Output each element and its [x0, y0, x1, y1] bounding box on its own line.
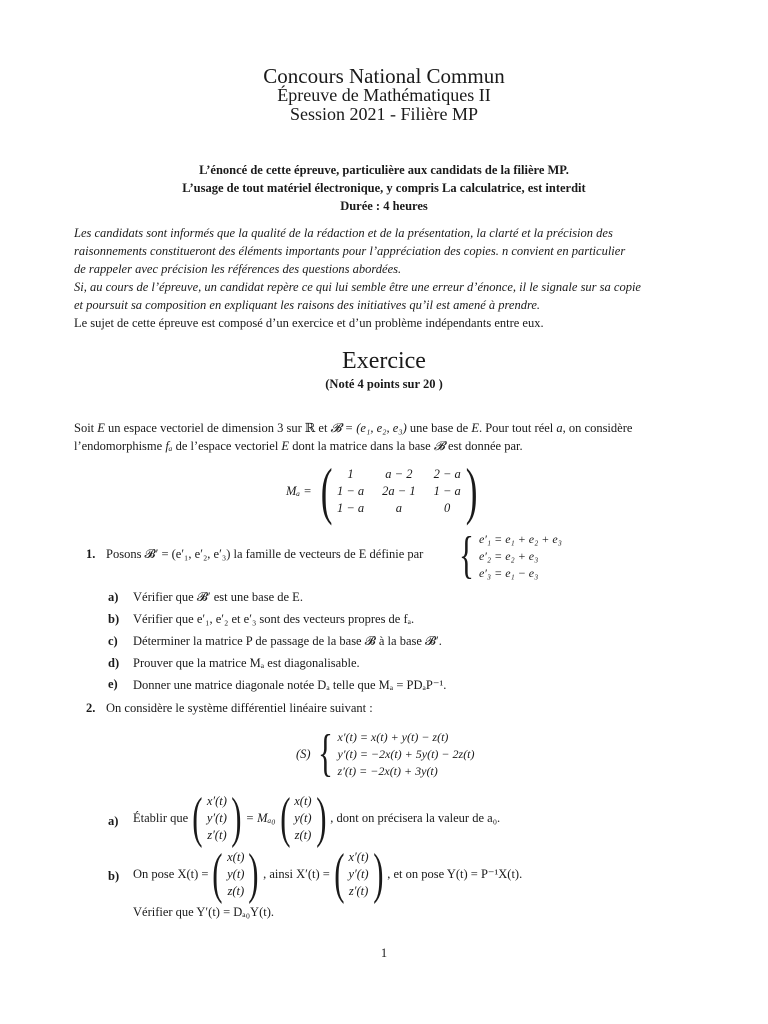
- vector-entry: z′(t): [207, 827, 227, 842]
- system-line: z′(t) = −2x(t) + 3y(t): [337, 763, 438, 778]
- q2b-prefix: On pose X(t) =: [133, 866, 209, 881]
- differential-system: [296, 725, 475, 782]
- right-paren: ): [315, 787, 327, 849]
- left-paren: (: [192, 787, 203, 849]
- matrix-cell: 2a − 1: [382, 483, 416, 498]
- matrix-cell: 0: [444, 500, 451, 515]
- system-line: x′(t) = x(t) + y(t) − z(t): [337, 729, 449, 744]
- q1-item-label: e): [108, 677, 118, 691]
- instructions-line: et poursuit sa composition en expliquant les raisons des initiatives qu’il est amené à prendre.: [74, 298, 541, 312]
- right-paren: ): [248, 843, 259, 905]
- system-line: e′₃ = e₁ − e₃: [478, 565, 539, 580]
- matrix-cell: 1: [347, 466, 354, 481]
- instructions-paragraph-1: [74, 224, 699, 314]
- question-2-text: On considère le système différentiel linéaire suivant :: [106, 701, 373, 715]
- vector-entry: y(t): [294, 810, 312, 825]
- q1-item-label: c): [108, 634, 118, 648]
- vector-entry: x′(t): [206, 793, 227, 808]
- vector-entry: x(t): [227, 849, 245, 864]
- q2a-equation: [133, 787, 501, 849]
- question-2-number: 2.: [86, 701, 96, 715]
- q2a-middle: = Mₐ₀: [245, 810, 276, 825]
- vector-entry: y′(t): [348, 866, 369, 881]
- vector-x: [294, 793, 311, 844]
- left-brace: {: [317, 725, 333, 782]
- matrix-cell: 1 − a: [433, 483, 461, 498]
- notice-line-2: L’usage de tout matériel électronique, y compris La calculatrice, est interdit: [182, 181, 586, 195]
- q2a-prefix: Établir que: [133, 810, 189, 825]
- vector-entry: z(t): [294, 827, 312, 842]
- system-line: e′₁ = e₁ + e₂ + e₃: [478, 531, 562, 546]
- system-line: e′₂ = e₂ + e₃: [478, 548, 539, 563]
- system-line: y′(t) = −2x(t) + 5y(t) − 2z(t): [337, 746, 475, 761]
- instructions-paragraph-3: Le sujet de cette épreuve est composé d’un exercice et d’un problème indépendants entre eux.: [74, 316, 544, 330]
- q2-item-label: a): [108, 814, 119, 828]
- instructions-line: raisonnements constitueront des éléments importants pour l’appréciation des copies. n convient en particulier: [74, 244, 626, 258]
- intro-line-1: Soit E un espace vectoriel de dimension 3 sur ℝ et 𝓑 = (e₁, e₂, e₃) une base de E. Pour tout réel a, on considère: [74, 421, 633, 435]
- instructions-line: Si, au cours de l’épreuve, un candidat repère ce qui lui semble être une erreur d’énonce, il le signale sur sa copie: [74, 280, 641, 294]
- exercise-points: (Noté 4 points sur 20 ): [325, 377, 443, 391]
- system-label: (S): [296, 746, 311, 761]
- left-paren: (: [334, 843, 345, 905]
- matrix-label: Mₐ =: [286, 483, 312, 498]
- matrix-cell: a: [395, 500, 402, 515]
- vector-entry: x′(t): [348, 849, 369, 864]
- left-paren: (: [320, 455, 333, 526]
- left-brace: {: [458, 527, 474, 584]
- vector-derivative: [349, 849, 369, 900]
- notice-line-1: L’énoncé de cette épreuve, particulière aux candidats de la filière MP.: [199, 163, 569, 177]
- left-paren: (: [279, 787, 291, 849]
- matrix-cell: 2 − a: [433, 466, 461, 481]
- vector-entry: z′(t): [348, 883, 369, 898]
- q1-item-text: Donner une matrice diagonale notée Dₐ telle que Mₐ = PDₐP⁻¹.: [133, 678, 447, 692]
- page-number: 1: [380, 946, 388, 960]
- intro-line-2: l’endomorphisme fₐ de l’espace vectoriel E dont la matrice dans la base 𝓑 est donnée par.: [74, 439, 523, 453]
- q1-item-text: Déterminer la matrice P de passage de la base 𝓑 à la base 𝓑′.: [133, 634, 442, 648]
- q1-item-text: Vérifier que e′₁, e′₂ et e′₃ sont des vecteurs propres de fₐ.: [133, 612, 415, 626]
- vector-derivative: [207, 793, 227, 844]
- vector-entry: z(t): [227, 883, 245, 898]
- q1-item-label: b): [108, 612, 120, 626]
- right-paren: ): [372, 843, 384, 905]
- question-1-number: 1.: [86, 547, 96, 561]
- system-lines: [479, 531, 562, 582]
- matrix-cell: a − 2: [385, 466, 413, 481]
- q2-item-label: b): [108, 869, 120, 883]
- q2b-middle: , ainsi X′(t) =: [263, 866, 330, 881]
- matrix-cell: 1 − a: [336, 500, 365, 515]
- exam-session: Session 2021 - Filière MP: [289, 104, 478, 124]
- contest-title: Concours National Commun: [263, 64, 505, 88]
- left-paren: (: [212, 843, 223, 905]
- matrix-cell: 1 − a: [336, 483, 365, 498]
- q1-item-text: Prouver que la matrice Mₐ est diagonalisable.: [133, 656, 360, 670]
- exercise-intro: [74, 419, 699, 455]
- question-1-text: Posons 𝓑′ = (e′₁, e′₂, e′₃) la famille de vecteurs de E définie par: [106, 547, 424, 561]
- exercise-title: Exercice: [342, 348, 426, 374]
- system-lines: [338, 729, 475, 780]
- vector-entry: x(t): [294, 793, 312, 808]
- q2b-equation: [133, 843, 523, 905]
- matrix-ma: [286, 455, 482, 526]
- vector-entry: y′(t): [206, 810, 227, 825]
- q1-item-text: Vérifier que 𝓑′ est une base de E.: [133, 590, 303, 604]
- instructions-line: Les candidats sont informés que la qualité de la rédaction et de la présentation, la clarté et la précision des: [74, 226, 613, 240]
- q1-item-label: a): [108, 590, 119, 604]
- q2b-line-2: Vérifier que Y′(t) = Dₐ₀Y(t).: [133, 905, 275, 919]
- basis-definition-system: [454, 527, 562, 584]
- vector-entry: y(t): [227, 866, 245, 881]
- q2a-suffix: , dont on précisera la valeur de a₀.: [330, 810, 501, 825]
- exam-subject: Épreuve de Mathématiques II: [277, 85, 491, 105]
- vector-x: [227, 849, 244, 900]
- right-paren: ): [465, 455, 478, 526]
- matrix-cells: [337, 467, 461, 516]
- right-paren: ): [231, 787, 242, 849]
- exam-duration: Durée : 4 heures: [340, 199, 428, 213]
- q1-item-label: d): [108, 656, 120, 670]
- instructions-line: de rappeler avec précision les références des questions abordées.: [74, 262, 402, 276]
- q2b-suffix: , et on pose Y(t) = P⁻¹X(t).: [387, 867, 523, 881]
